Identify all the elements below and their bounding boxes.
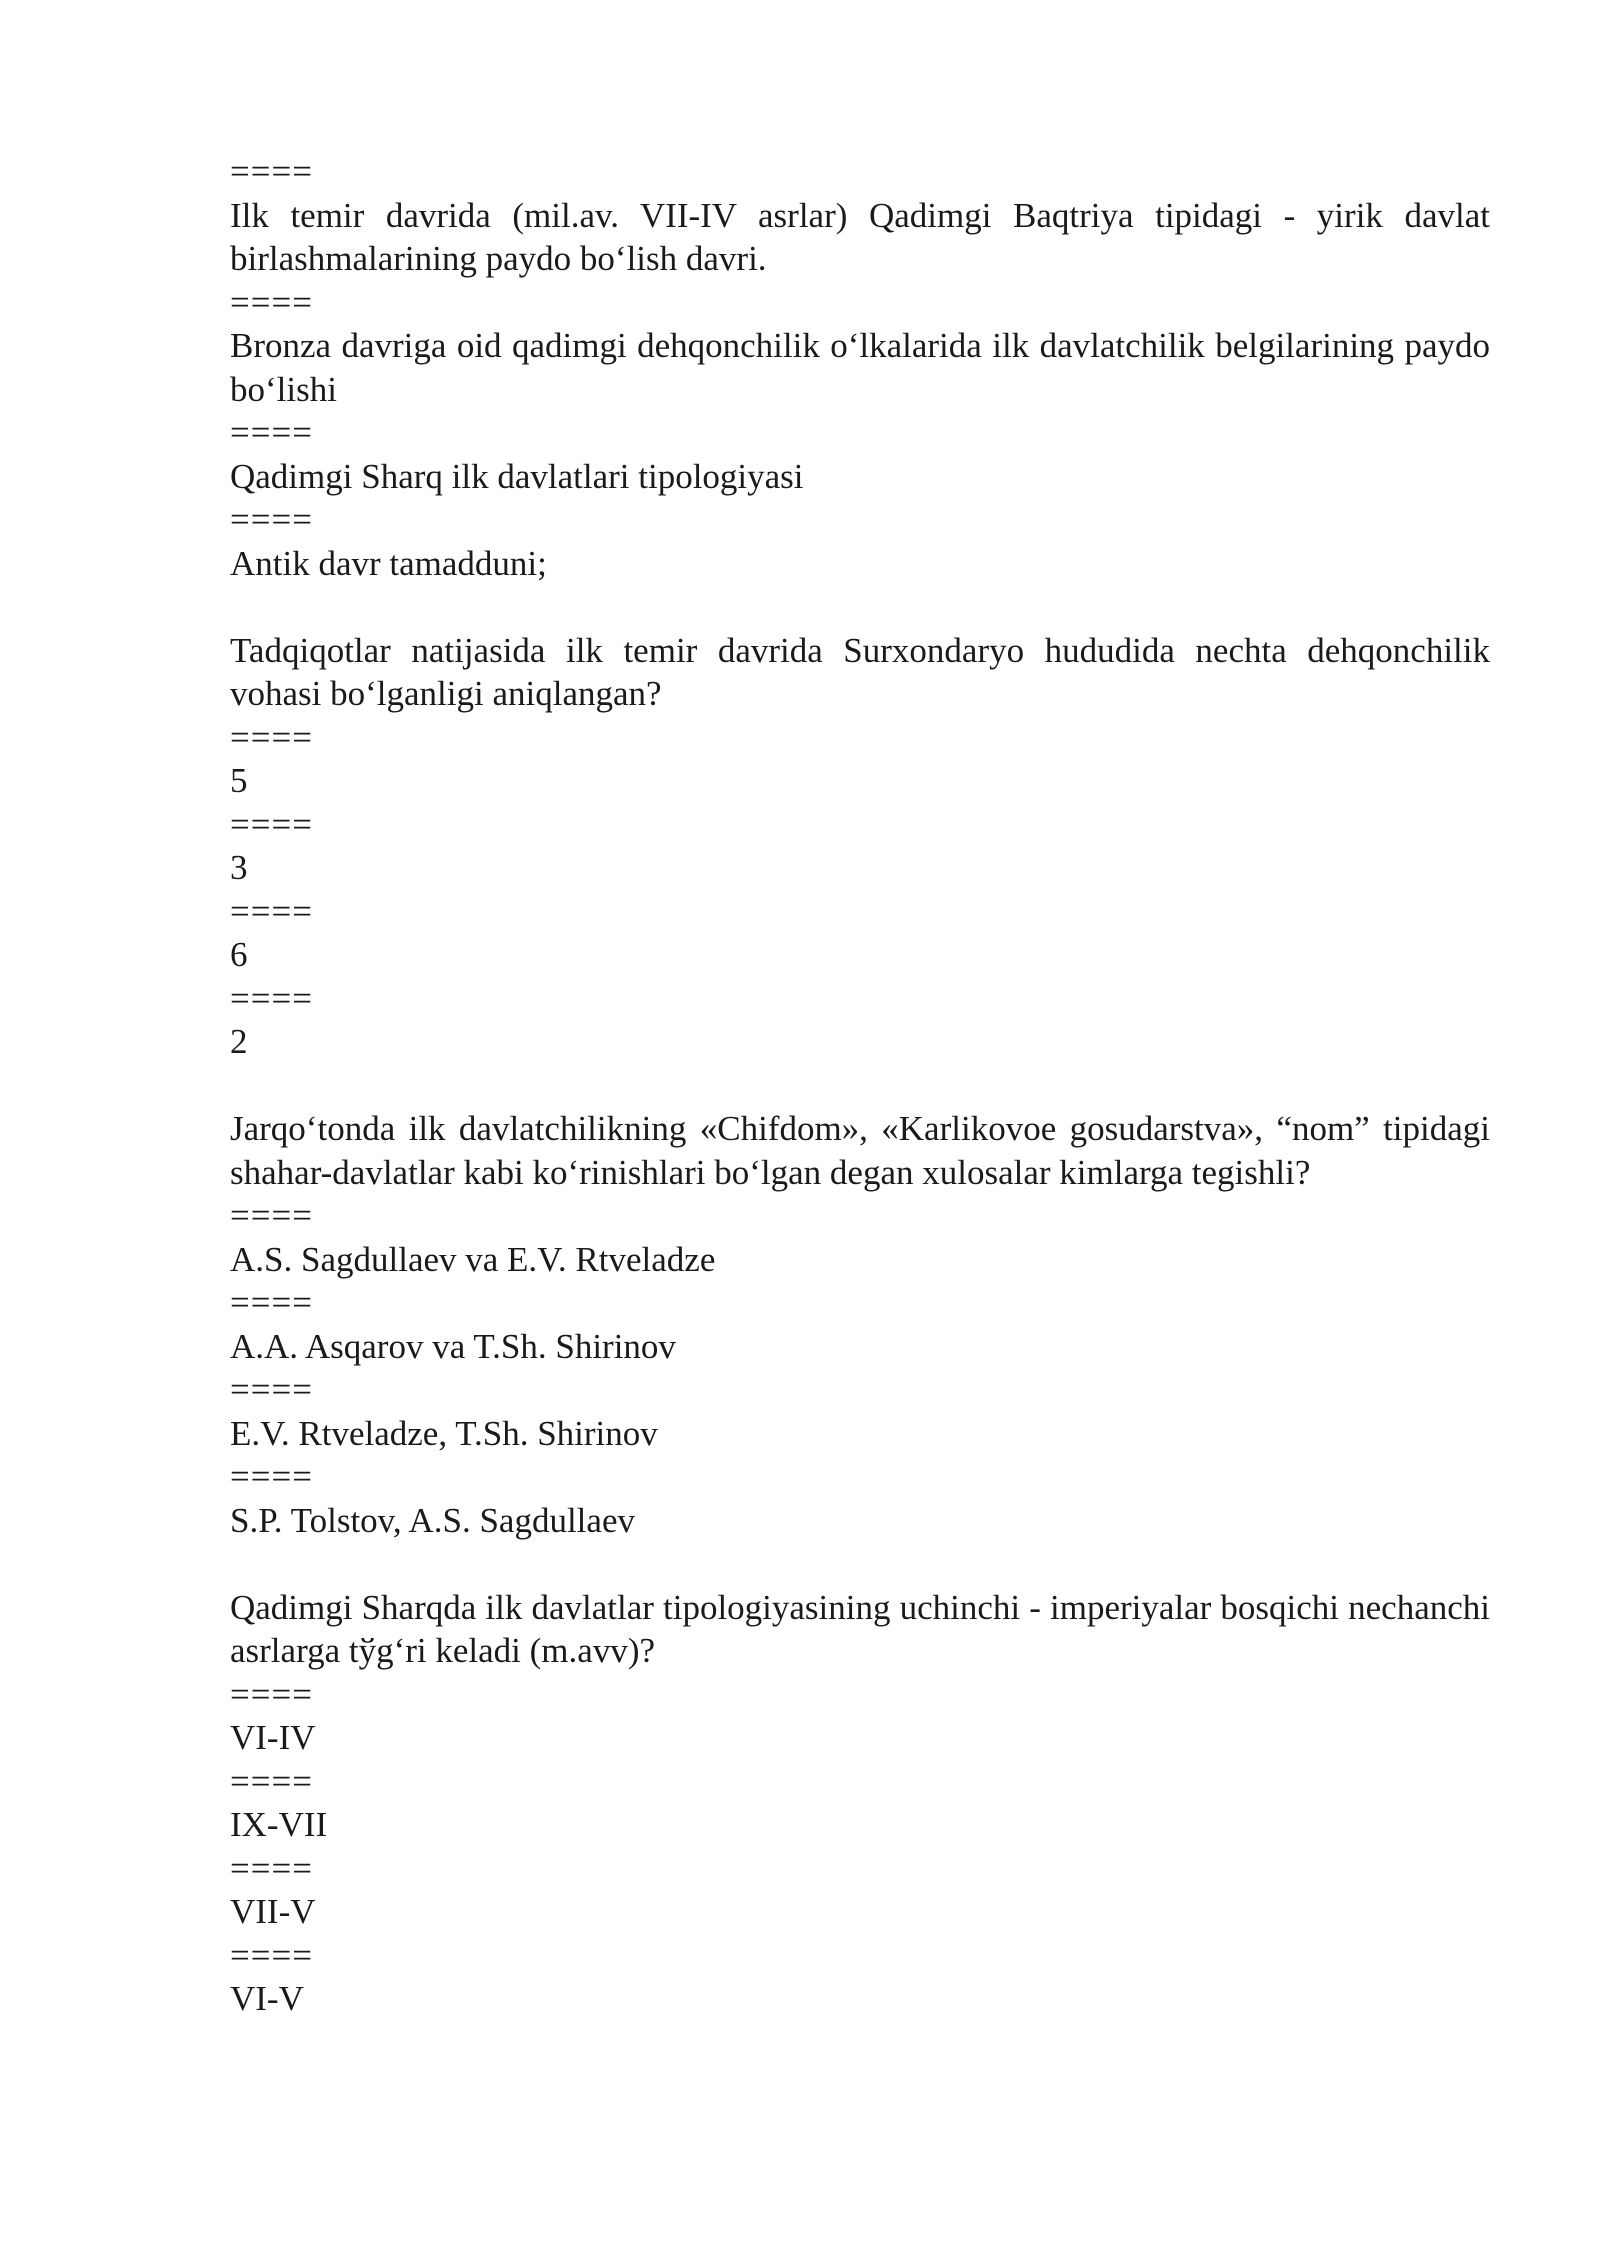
separator: ==== [230, 1761, 313, 1801]
blank-line [230, 1542, 1490, 1586]
question-text: Qadimgi Sharqda ilk davlatlar tipologiyasining uchinchi - imperiyalar bosqichi nechanchi asrlarga tўg‘ri keladi (m.avv)? [230, 1587, 1490, 1670]
answer-option: A.S. Sagdullaev va E.V. Rtveladze [230, 1239, 716, 1279]
separator: ==== [230, 891, 313, 931]
answer-option: Bronza davriga oid qadimgi dehqonchilik o‘lkalarida ilk davlatchilik belgilarining paydo bo‘lishi [230, 326, 1490, 409]
separator: ==== [230, 1674, 313, 1714]
separator: ==== [230, 1196, 313, 1235]
separator: ==== [230, 413, 313, 452]
separator: ==== [230, 500, 313, 539]
answer-option: VI-V [230, 1979, 304, 2018]
document-page [230, 150, 1490, 2021]
separator: ==== [230, 1935, 313, 1975]
separator: ==== [230, 978, 313, 1018]
answer-option: IX-VII [230, 1805, 328, 1844]
answer-option: VII-V [230, 1892, 316, 1931]
separator: ==== [230, 1370, 313, 1409]
answer-option: A.A. Asqarov va T.Sh. Shirinov [230, 1326, 676, 1366]
answer-option: S.P. Tolstov, A.S. Sagdullaev [230, 1500, 635, 1540]
separator: ==== [230, 717, 313, 757]
answer-option: 3 [230, 848, 248, 887]
question-text: Jarqo‘tonda ilk davlatchilikning «Chifdom», «Karlikovoe gosudarstva», “nom” tipidagi shahar-davlatlar kabi ko‘rinishlari bo‘lgan degan xulosalar kimlarga tegishli? [230, 1109, 1490, 1192]
separator: ==== [230, 282, 313, 322]
separator: ==== [230, 152, 313, 191]
answer-option: E.V. Rtveladze, T.Sh. Shirinov [230, 1413, 658, 1453]
answer-option: Antik davr tamadduni; [230, 543, 547, 583]
separator: ==== [230, 1283, 313, 1322]
separator: ==== [230, 1457, 313, 1496]
answer-option: 2 [230, 1022, 248, 1061]
separator: ==== [230, 804, 313, 844]
blank-line [230, 585, 1490, 629]
answer-option: 5 [230, 761, 248, 800]
separator: ==== [230, 1848, 313, 1888]
answer-option: 6 [230, 935, 248, 974]
answer-option: Qadimgi Sharq ilk davlatlari tipologiyasi [230, 456, 804, 496]
answer-option: Ilk temir davrida (mil.av. VII-IV asrlar) Qadimgi Baqtriya tipidagi - yirik davlat birlashmalarining paydo bo‘lish davri. [230, 195, 1490, 278]
blank-line [230, 1064, 1490, 1108]
question-text: Tadqiqotlar natijasida ilk temir davrida Surxondaryo hududida nechta dehqonchilik vohasi bo‘lganligi aniqlangan? [230, 630, 1490, 713]
answer-option: VI-IV [230, 1718, 316, 1757]
